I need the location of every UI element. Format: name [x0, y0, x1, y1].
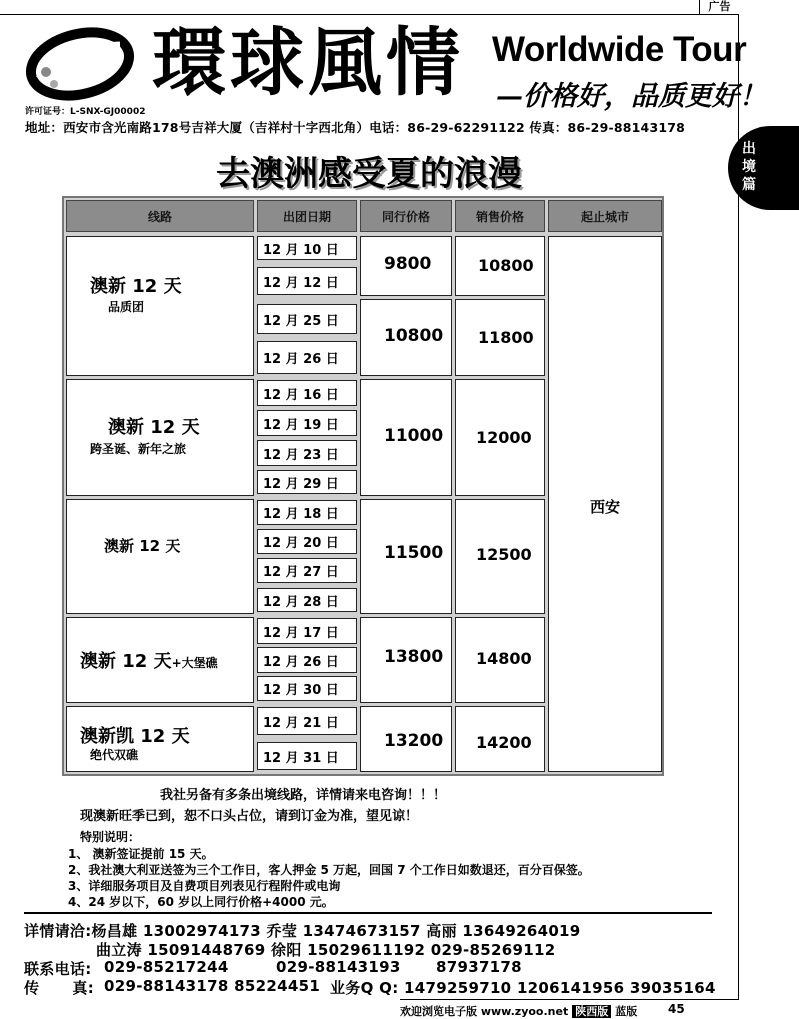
page-number: 45 [668, 1002, 685, 1016]
route-cell [66, 236, 254, 376]
header-peer-price: 同行价格 [360, 200, 452, 232]
date-cell: 12 月 17 日 [257, 618, 357, 644]
date-cell: 12 月 25 日 [257, 304, 357, 334]
license-number: 许可证号：L-SNX-GJ00002 [25, 107, 146, 117]
route-subtitle: 绝代双礁 [90, 748, 139, 762]
edition-badge: 陕西版 [572, 1005, 611, 1018]
date-cell: 12 月 26 日 [257, 647, 357, 673]
route-name: 澳新 12 天 [108, 417, 200, 438]
footer-website: 欢迎浏览电子版 www.zyoo.net [400, 1005, 569, 1018]
brand-slogan: —价格好，品质更好！ [496, 81, 766, 112]
date-cell: 12 月 31 日 [257, 742, 357, 770]
date-cell: 12 月 23 日 [257, 440, 357, 466]
section-tab-label: 出 境 篇 [742, 141, 756, 193]
sale-price: 14200 [476, 733, 532, 752]
route-subtitle: 跨圣诞、新年之旅 [90, 442, 187, 456]
sale-price: 12500 [476, 545, 532, 564]
header-city: 起止城市 [548, 200, 662, 232]
date-cell: 12 月 10 日 [257, 236, 357, 260]
special-note-item: 3、详细服务项目及自费项目列表见行程附件或电询 [68, 879, 341, 893]
peer-price: 10800 [384, 326, 444, 346]
special-notes-title: 特别说明： [80, 830, 141, 844]
peer-price: 13800 [384, 647, 444, 667]
sale-price: 11800 [478, 328, 534, 347]
business-qq: 业务Q Q: 1479259710 1206141956 39035164 [330, 979, 716, 997]
brand-name-cn: 環球風情 [152, 20, 464, 106]
peer-price: 13200 [384, 731, 444, 751]
edition-label: 蓝版 [615, 1005, 638, 1018]
contact-phone: 029-85217244 [104, 958, 229, 976]
special-note-item: 4、24 岁以下，60 岁以上同行价格+4000 元。 [68, 895, 334, 909]
city-value: 西安 [590, 498, 621, 516]
top-border [0, 14, 738, 15]
globe-logo-icon [24, 26, 136, 102]
route-cell [66, 499, 254, 614]
date-cell: 12 月 30 日 [257, 676, 357, 701]
date-cell: 12 月 20 日 [257, 529, 357, 554]
contact-phone: 87937178 [436, 958, 522, 976]
ad-label: 广告 [699, 0, 739, 14]
peer-price: 11000 [384, 426, 444, 446]
date-cell: 12 月 18 日 [257, 500, 357, 525]
peer-price: 11500 [384, 543, 444, 563]
route-name: 澳新 12 天 [90, 276, 182, 297]
route-subtitle: 品质团 [108, 300, 145, 314]
footer-rule [400, 999, 739, 1000]
header-route: 线路 [66, 200, 254, 232]
date-cell: 12 月 28 日 [257, 588, 357, 612]
date-cell: 12 月 19 日 [257, 410, 357, 436]
date-cell: 12 月 12 日 [257, 267, 357, 295]
route-name: 澳新凯 12 天 [80, 726, 190, 747]
divider [24, 912, 712, 914]
contact-phone-label: 联系电话: [24, 960, 92, 978]
date-cell: 12 月 21 日 [257, 707, 357, 735]
sale-price: 14800 [476, 649, 532, 668]
sale-price: 10800 [478, 256, 534, 275]
header-sale-price: 销售价格 [455, 200, 545, 232]
contact-phone: 029-88143193 [276, 958, 401, 976]
company-address: 地址：西安市含光南路178号吉祥大厦（吉祥村十字西北角）电话：86-29-62291122 传真：86-29-88143178 [25, 120, 686, 135]
page-headline: 去澳洲感受夏的浪漫 [216, 154, 522, 194]
special-note-item: 2、我社澳大利亚送签为三个工作日，客人押金 5 万起，回国 7 个工作日如数退还，百分百保签。 [68, 863, 590, 877]
date-cell: 12 月 27 日 [257, 558, 357, 583]
brand-name-en: Worldwide Tour [492, 30, 747, 69]
date-cell: 12 月 16 日 [257, 380, 357, 406]
date-cell: 12 月 29 日 [257, 470, 357, 494]
header-date: 出团日期 [257, 200, 357, 232]
contact-persons-line1: 详情请洽:杨昌雄 13002974173 乔莹 13474673157 高丽 13649264019 [24, 922, 581, 940]
route-name: 澳新 12 天+大堡礁 [80, 651, 218, 672]
notice-deposit: 现澳新旺季已到，恕不口头占位，请到订金为准，望见谅！ [80, 809, 419, 824]
contact-persons-line2: 曲立涛 15091448769 徐阳 15029611192 029-85269112 [96, 941, 556, 959]
special-note-item: 1、 澳新签证提前 15 天。 [68, 847, 214, 861]
route-name: 澳新 12 天 [104, 537, 181, 555]
fax-number: 029-88143178 85224451 [104, 977, 321, 995]
fax-label: 传 真: [24, 979, 95, 997]
sale-price: 12000 [476, 428, 532, 447]
date-cell: 12 月 26 日 [257, 341, 357, 374]
notice-more-routes: 我社另备有多条出境线路，详情请来电咨询！！！ [160, 788, 447, 803]
peer-price: 9800 [384, 254, 432, 274]
